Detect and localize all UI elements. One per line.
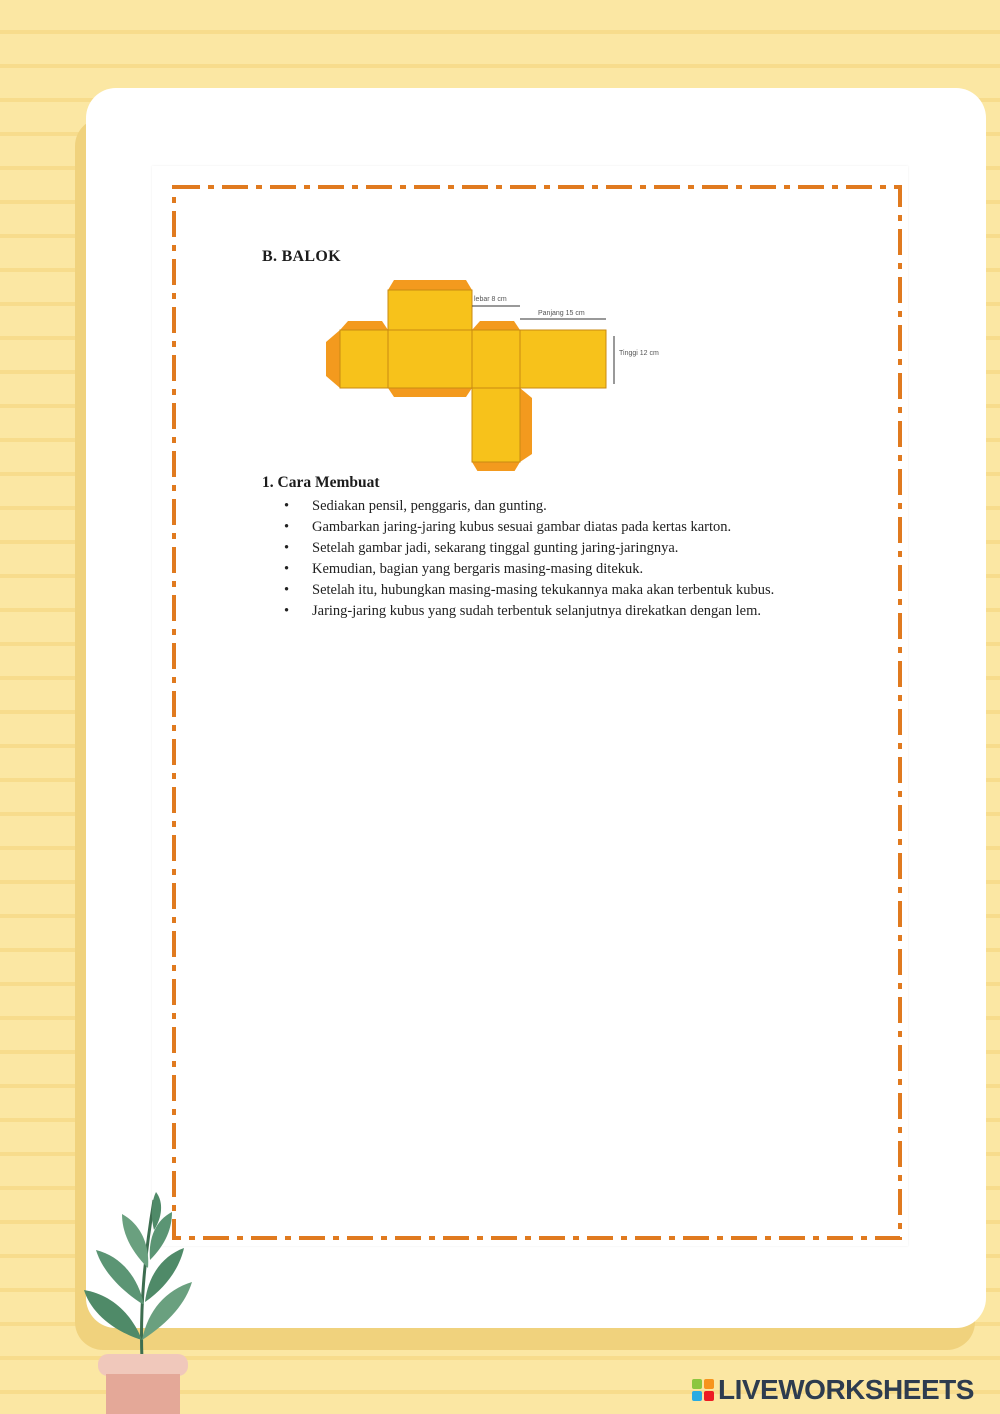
flap-upper-right [472,321,520,330]
face-top [388,290,472,330]
face-left [340,330,388,388]
flap-right-side [520,388,532,462]
flap-lower-left [388,388,472,397]
worksheet-page [152,166,908,1246]
list-item: • Kemudian, bagian yang bergaris masing-masing ditekuk. [284,559,774,580]
liveworksheets-logo-icon [692,1379,714,1401]
brand-name: LIVEWORKSHEETS [718,1374,974,1405]
steps-list [284,496,774,622]
heading-balok: B. BALOK [262,248,341,265]
flap-bottom [472,462,520,471]
tinggi-label: Tinggi 12 cm [619,350,659,357]
face-front [388,330,472,388]
list-item: • Sediakan pensil, penggaris, dan gunting. [284,496,774,517]
list-item: • Jaring-jaring kubus yang sudah terbentuk selanjutnya direkatkan dengan lem. [284,601,774,622]
potted-plant-icon [70,1190,200,1414]
flap-upper-left [340,321,388,330]
panjang-label: Panjang 15 cm [538,310,585,317]
face-bottom [472,388,520,462]
brand-logo[interactable] [692,1374,974,1406]
balok-net-diagram [322,276,682,471]
flap-left [326,330,340,388]
face-right [472,330,520,388]
list-item: • Setelah gambar jadi, sekarang tinggal gunting jaring-jaringnya. [284,538,774,559]
flap-top [388,280,472,290]
list-item: • Setelah itu, hubungkan masing-masing tekukannya maka akan terbentuk kubus. [284,580,774,601]
lebar-label: lebar 8 cm [474,296,507,303]
list-item: • Gambarkan jaring-jaring kubus sesuai gambar diatas pada kertas karton. [284,517,774,538]
face-back [520,330,606,388]
section-title-cara-membuat: 1. Cara Membuat [262,474,380,491]
